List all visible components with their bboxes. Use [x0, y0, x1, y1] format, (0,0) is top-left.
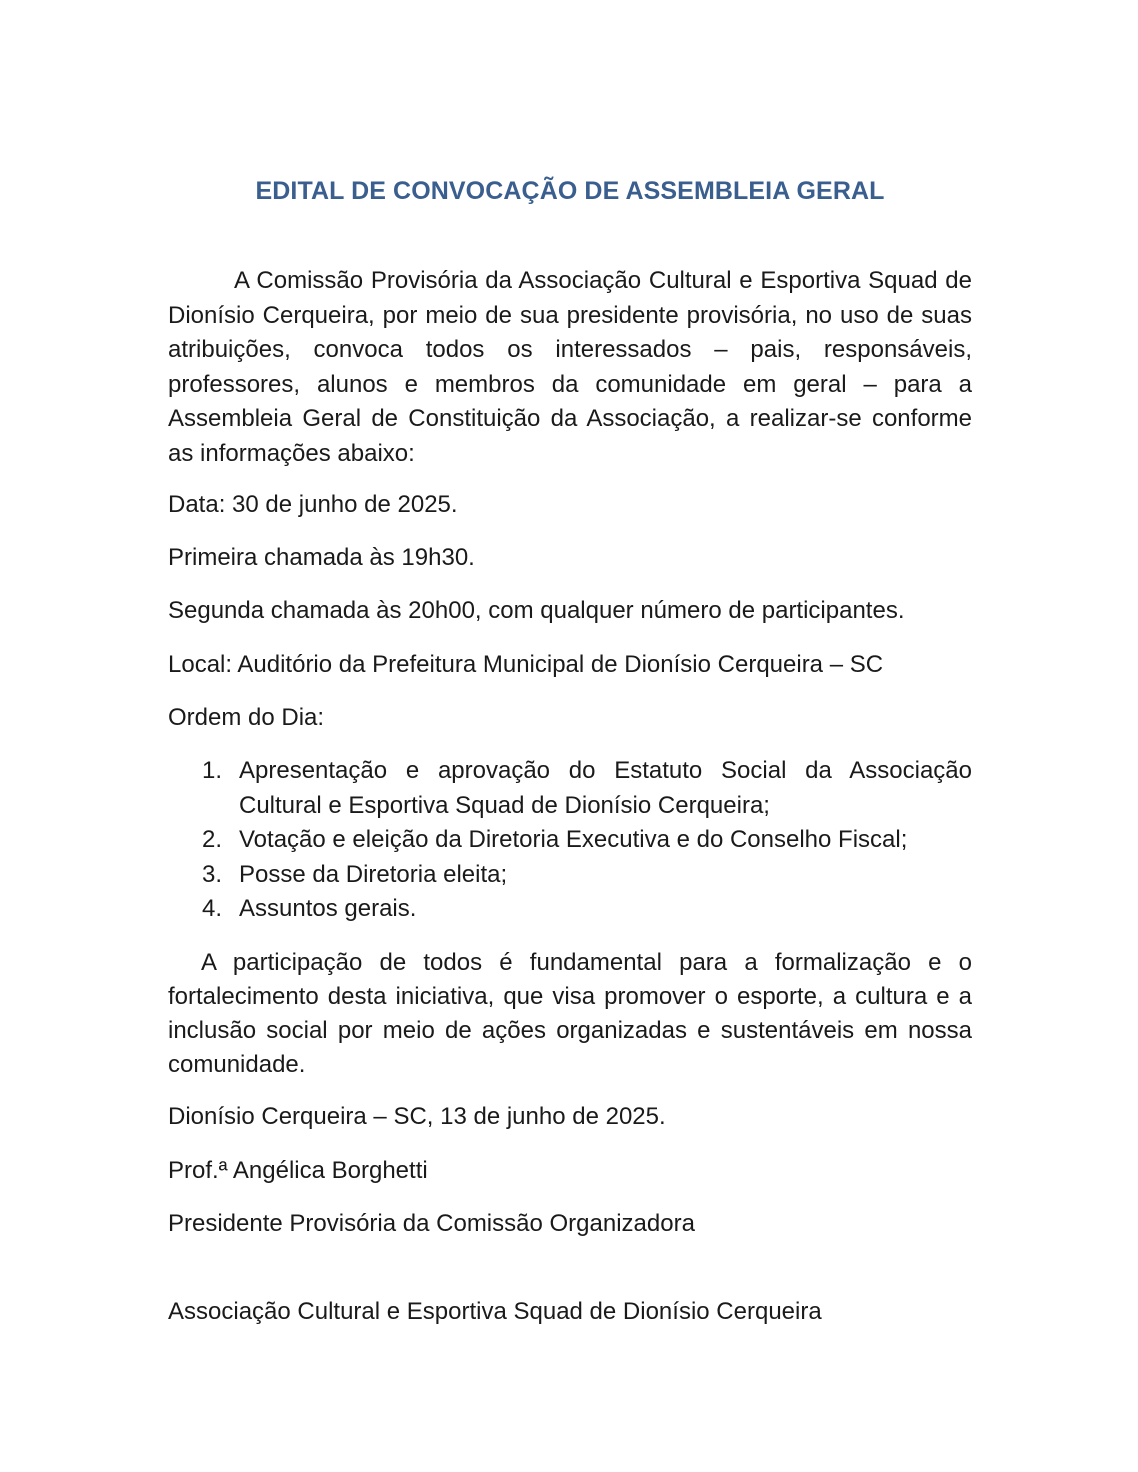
agenda-item: [168, 754, 972, 823]
signatory-name: Prof.ª Angélica Borghetti: [168, 1157, 428, 1184]
agenda-item-text: Votação e eleição da Diretoria Executiva e do Conselho Fiscal;: [239, 826, 908, 853]
intro-paragraph: A Comissão Provisória da Associação Cultural e Esportiva Squad de Dionísio Cerqueira, por meio de sua presidente provisória, no uso de suas atribuições, convoca todos os interessados – pais, responsáveis, professores, alunos e membros da comunidade em geral – para a Assembleia Geral de Constituição da Associação, a realizar-se conforme as informações abaixo:: [168, 267, 972, 467]
second-call: Segunda chamada às 20h00, com qualquer número de participantes.: [168, 597, 905, 624]
agenda-item-text: Posse da Diretoria eleita;: [239, 860, 508, 888]
agenda-item-number: 2.: [202, 826, 223, 853]
signatory-role: Presidente Provisória da Comissão Organizadora: [168, 1210, 695, 1237]
closing-paragraph: A participação de todos é fundamental para a formalização e o fortalecimento desta iniciativa, que visa promover o esporte, a cultura e a inclusão social por meio de ações organizadas e sustentáveis em nossa comunidade.: [168, 949, 972, 1078]
agenda-item-number: 1.: [202, 757, 223, 784]
agenda-item-number: 3.: [202, 860, 223, 888]
agenda-heading: Ordem do Dia:: [168, 704, 325, 731]
agenda-item-text: Apresentação e aprovação do Estatuto Social da Associação Cultural e Esportiva Squad de Dionísio Cerqueira;: [239, 757, 972, 819]
agenda-item: [168, 823, 972, 858]
agenda-item: [168, 858, 972, 893]
agenda-item: [168, 892, 972, 927]
meeting-date: Data: 30 de junho de 2025.: [168, 491, 458, 518]
agenda-list: [168, 754, 972, 927]
meeting-location: Local: Auditório da Prefeitura Municipal de Dionísio Cerqueira – SC: [168, 651, 884, 678]
place-and-date: Dionísio Cerqueira – SC, 13 de junho de 2025.: [168, 1103, 666, 1130]
agenda-item-text: Assuntos gerais.: [239, 895, 417, 922]
first-call: Primeira chamada às 19h30.: [168, 544, 475, 571]
organization-name: Associação Cultural e Esportiva Squad de Dionísio Cerqueira: [168, 1298, 822, 1325]
agenda-item-number: 4.: [202, 895, 223, 922]
document-title: EDITAL DE CONVOCAÇÃO DE ASSEMBLEIA GERAL: [255, 177, 885, 205]
